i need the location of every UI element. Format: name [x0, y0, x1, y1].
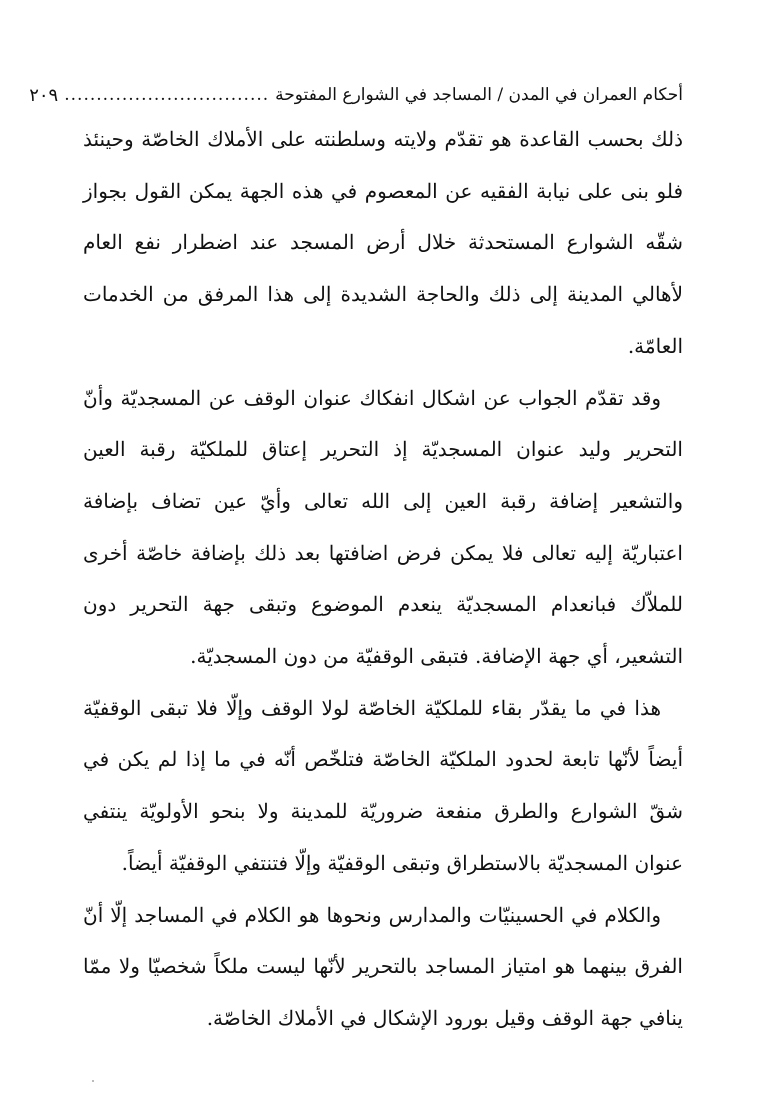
- scan-speck: [92, 1080, 94, 1082]
- paragraph: هذا في ما يقدّر بقاء للملكيّة الخاصّة لولا الوقف وإلّا فلا تبقى الوقفيّة أيضاً لأنّها تابعة لحدود الملكيّة الخاصّة فتلخّص أنّه في ما إذا لم يكن في شقّ الشوارع والطرق منفعة ضروريّة للمدينة ولا بنحو الأولويّة ينتفي عنوان المسجديّة بالاستطراق وتبقى الوقفيّة وإلّا فتنتفي الوقفيّة أيضاً.: [83, 695, 683, 875]
- paragraph: والكلام في الحسينيّات والمدارس ونحوها هو الكلام في المساجد إلّا أنّ الفرق بينهما هو امتياز المساجد بالتحرير لأنّها ليست ملكاً شخصيّا ولا ممّا ينافي جهة الوقف وقيل بورود الإشكال في الأملاك الخاصّة.: [83, 902, 683, 1030]
- paragraph-continuation: ذلك بحسب القاعدة هو تقدّم ولايته وسلطنته على الأملاك الخاصّة وحينئذ فلو بنى على نيابة الفقيه عن المعصوم في هذه الجهة يمكن القول بجواز شقّه الشوارع المستحدثة خلال أرض المسجد عند اضطرار نفع العام لأهالي المدينة إلى ذلك والحاجة الشديدة إلى هذا المرفق من الخدمات العامّة.: [83, 127, 683, 358]
- header-dot-leader: ................................: [64, 85, 270, 105]
- running-header: [29, 80, 683, 110]
- body-text: [83, 114, 683, 1045]
- paragraph: وقد تقدّم الجواب عن اشكال انفكاك عنوان الوقف عن المسجديّة وأنّ التحرير وليد عنوان المسجديّة إذ التحرير إعتاق للملكيّة رقبة العين والتشعير إضافة رقبة العين إلى الله تعالى وأيّ عين تضاف بإضافة اعتباريّة إليه تعالى فلا يمكن فرض اضافتها بعد ذلك بإضافة خاصّة أخرى للملاّك فبانعدام المسجديّة ينعدم الموضوع وتبقى جهة التحرير دون التشعير، أي جهة الإضافة. فتبقى الوقفيّة من دون المسجديّة.: [83, 385, 683, 669]
- page-number: ٢٠٩: [29, 84, 59, 106]
- header-title: أحكام العمران في المدن / المساجد في الشوارع المفتوحة: [275, 85, 683, 105]
